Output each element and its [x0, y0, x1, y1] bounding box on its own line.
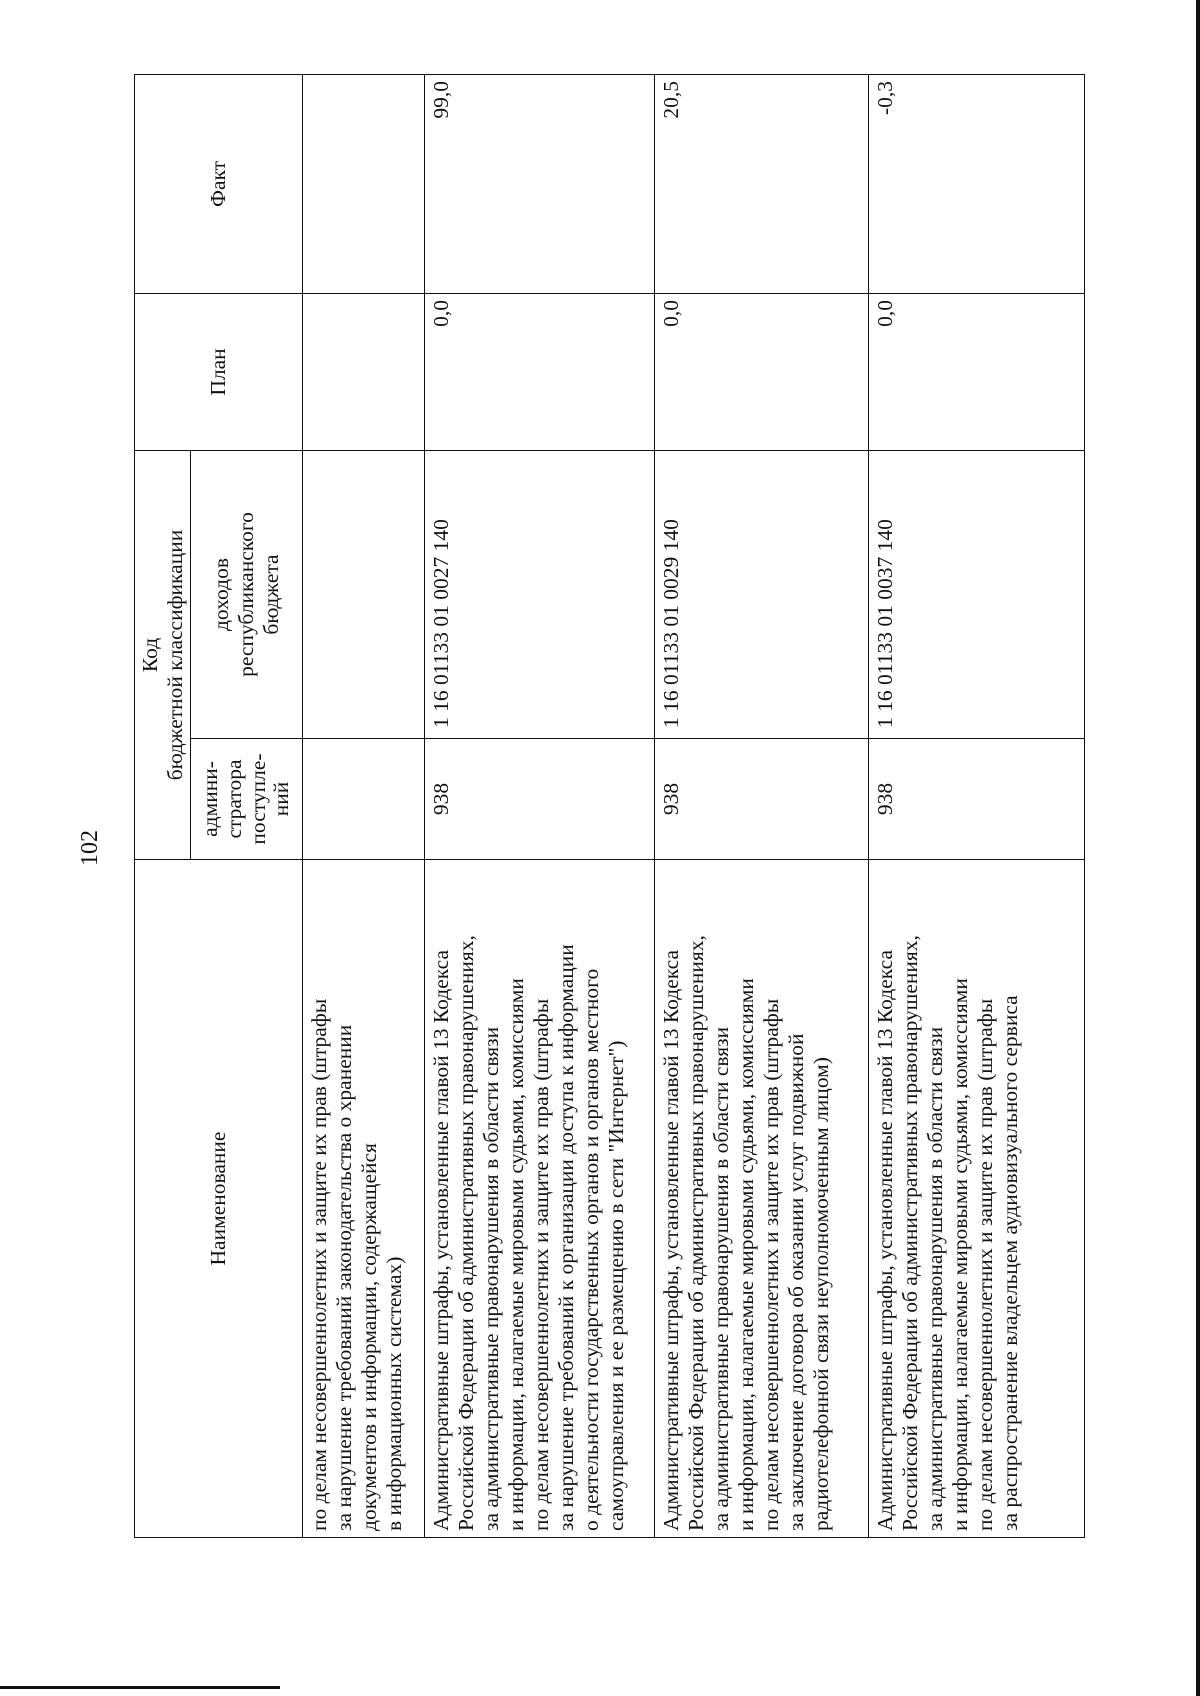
name-line: за административные правонарушения в области связи — [922, 1026, 947, 1531]
name-line: и информации, налагаемые мировыми судьями, комиссиями — [503, 978, 528, 1531]
name-line: за распространение владельцем аудиовизуального сервиса — [997, 995, 1022, 1531]
header-income-line: доходов — [209, 557, 234, 632]
row-plan-cell: 0,0 — [425, 293, 655, 450]
name-line: по делам несовершеннолетних и защите их прав (штрафы — [307, 998, 331, 1531]
name-line: по делам несовершеннолетних и защите их прав (штрафы — [758, 998, 783, 1531]
name-line: за административные правонарушения в области связи — [708, 1026, 733, 1531]
name-line: Российской Федерации об административных правонарушениях, — [453, 935, 478, 1531]
row-plan-cell: 0,0 — [655, 293, 869, 450]
name-line: за нарушение требований к организации доступа к информации — [553, 944, 578, 1531]
table-row — [655, 74, 869, 1537]
header-plan: План — [135, 293, 303, 450]
name-line: в информационных системах) — [381, 1256, 406, 1531]
row-fact-cell: 99,0 — [425, 74, 655, 293]
page-number: 102 — [76, 830, 103, 866]
header-income-line: республиканского — [234, 512, 259, 677]
header-admin-line: ний — [269, 781, 294, 817]
row-fact-cell: 20,5 — [655, 74, 869, 293]
name-line: за заключение договора об оказании услуг подвижной — [783, 1033, 808, 1531]
name-line: и информации, налагаемые мировыми судьями, комиссиями — [947, 978, 972, 1531]
row-fact-cell — [303, 74, 425, 293]
row-name-cell — [655, 860, 869, 1538]
row-code-cell: 1 16 01133 01 0037 140 — [869, 450, 1085, 738]
header-name: Наименование — [135, 860, 303, 1538]
name-line: радиотелефонной связи неуполномоченным лицом) — [808, 1057, 833, 1531]
row-plan-cell: 0,0 — [869, 293, 1085, 450]
row-code-cell: 1 16 01133 01 0027 140 — [425, 450, 655, 738]
row-fact-cell: -0,3 — [869, 74, 1085, 293]
name-line: о деятельности государственных органов и органов местного — [578, 968, 603, 1531]
revenue-table — [134, 74, 1085, 1538]
row-code-cell — [303, 450, 425, 738]
header-admin-line: поступле- — [245, 753, 270, 845]
table-row — [303, 74, 425, 1537]
name-line: Российской Федерации об административных правонарушениях, — [897, 935, 922, 1531]
table-row — [425, 74, 655, 1537]
name-line: Административные штрафы, установленные главой 13 Кодекса — [873, 950, 897, 1531]
name-line: по делам несовершеннолетних и защите их прав (штрафы — [972, 998, 997, 1531]
row-plan-cell — [303, 293, 425, 450]
header-kbk-group — [135, 450, 191, 859]
scan-artifact-line — [0, 1686, 280, 1689]
name-line: и информации, налагаемые мировыми судьями, комиссиями — [733, 978, 758, 1531]
header-admin — [191, 739, 303, 860]
row-name-cell — [303, 860, 425, 1538]
row-code-cell: 1 16 01133 01 0029 140 — [655, 450, 869, 738]
header-income — [191, 450, 303, 738]
row-name-cell — [425, 860, 655, 1538]
header-income-line: бюджета — [258, 554, 283, 635]
table-row — [869, 74, 1085, 1537]
name-line: документов и информации, содержащейся — [356, 1143, 381, 1531]
header-admin-line: стратора — [221, 759, 246, 839]
name-line: самоуправления и ее размещению в сети "Интернет") — [603, 1040, 628, 1531]
name-line: Административные штрафы, установленные главой 13 Кодекса — [659, 950, 683, 1531]
revenue-table-container — [134, 75, 1084, 1538]
name-line: по делам несовершеннолетних и защите их прав (штрафы — [528, 998, 553, 1531]
header-admin-line: админи- — [198, 761, 223, 837]
header-kbk-line: бюджетной классификации — [162, 529, 187, 781]
row-admin-cell: 938 — [869, 739, 1085, 860]
header-fact: Факт — [135, 74, 303, 293]
scan-edge-line — [1196, 0, 1200, 1696]
name-line: Административные штрафы, установленные главой 13 Кодекса — [429, 950, 453, 1531]
row-admin-cell — [303, 739, 425, 860]
name-line: за административные правонарушения в области связи — [478, 1026, 503, 1531]
row-admin-cell: 938 — [655, 739, 869, 860]
header-kbk-line: Код — [137, 637, 162, 673]
name-line: Российской Федерации об административных правонарушениях, — [683, 935, 708, 1531]
row-name-cell — [869, 860, 1085, 1538]
name-line: за нарушение требований законодательства о хранении — [331, 1024, 356, 1531]
row-admin-cell: 938 — [425, 739, 655, 860]
